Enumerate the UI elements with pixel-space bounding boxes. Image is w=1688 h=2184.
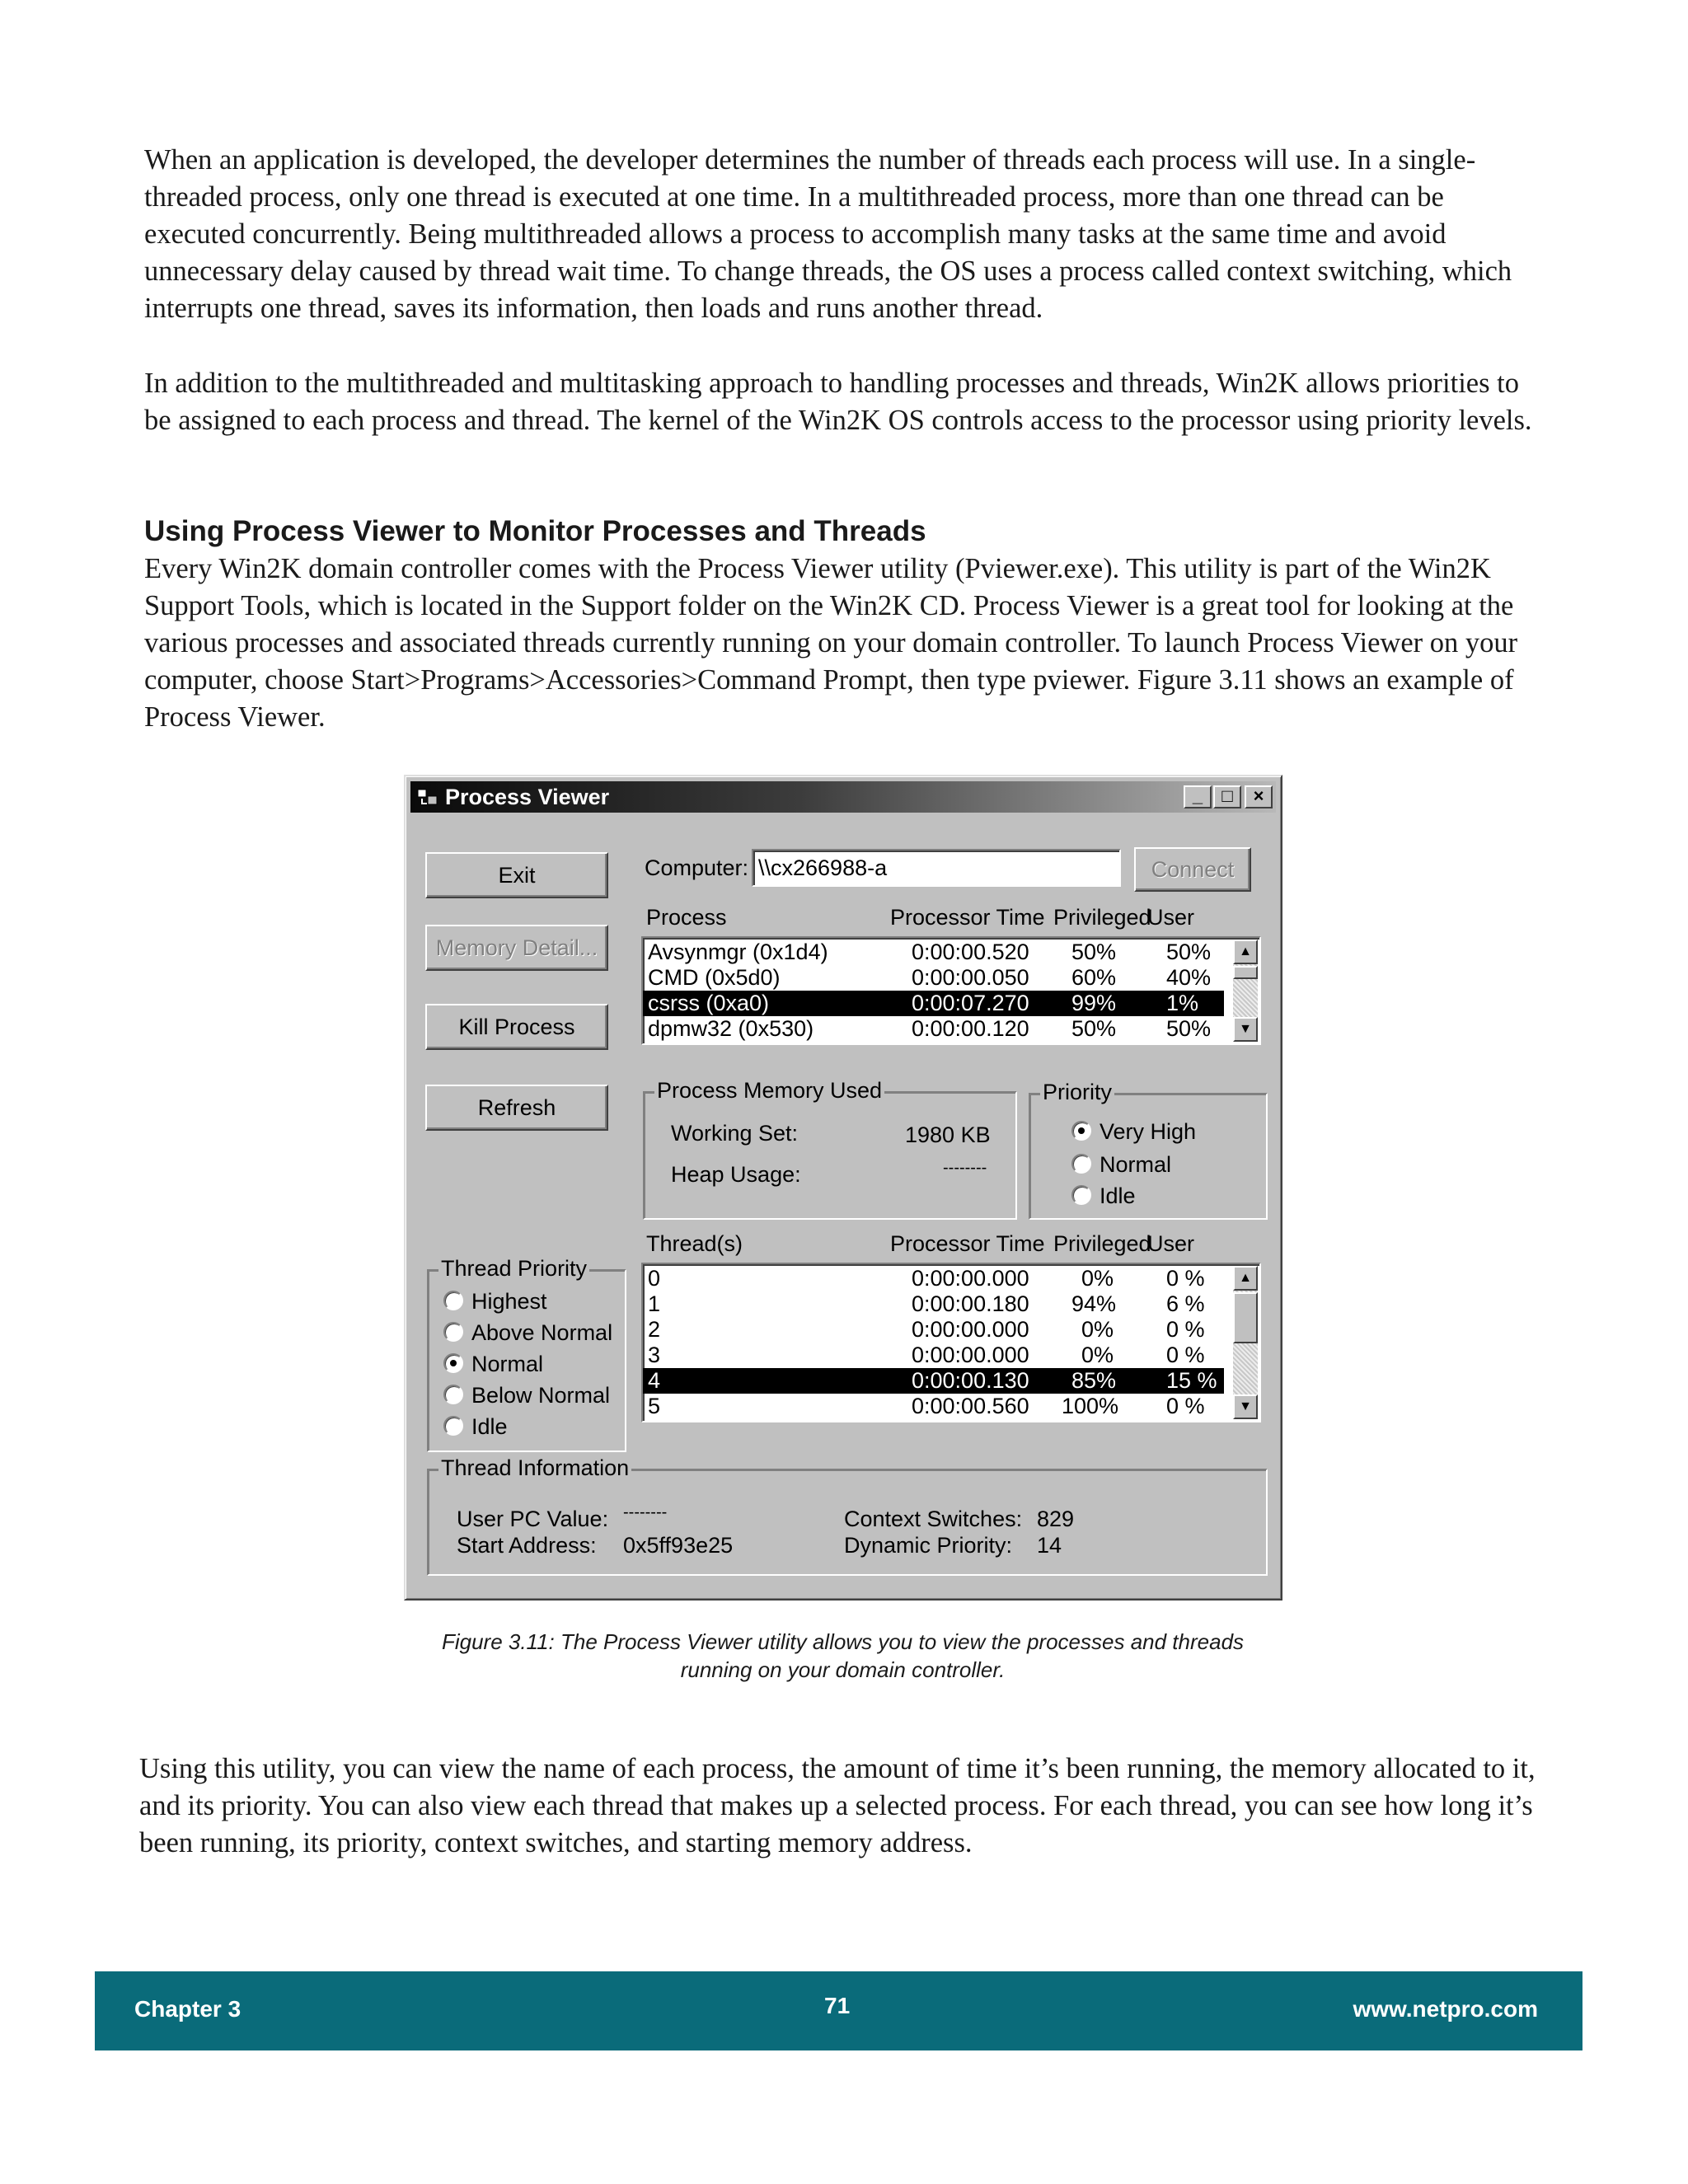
priority-very-high-radio[interactable]: [1071, 1119, 1196, 1145]
thread-time: 0:00:00.000: [912, 1266, 1029, 1291]
thread-priority-normal-radio[interactable]: [443, 1352, 543, 1377]
thread-row[interactable]: [643, 1266, 1224, 1291]
processor-time-column-header[interactable]: Processor Time: [890, 905, 1045, 930]
process-list[interactable]: [641, 936, 1261, 1045]
radio-selected-icon: [1071, 1121, 1091, 1141]
scroll-down-icon[interactable]: ▼: [1233, 1017, 1258, 1042]
scroll-down-icon[interactable]: ▼: [1233, 1394, 1258, 1419]
thread-list[interactable]: [641, 1263, 1261, 1422]
computer-label: Computer:: [645, 855, 749, 880]
thread-user: 0 %: [1166, 1343, 1205, 1367]
caption-line-2: running on your domain controller.: [680, 1657, 1006, 1682]
exit-button[interactable]: Exit: [425, 852, 608, 898]
radio-selected-icon: [443, 1353, 463, 1373]
scroll-up-icon[interactable]: ▲: [1233, 940, 1258, 964]
heap-usage-value: --------: [943, 1159, 987, 1177]
thread-id: 0: [648, 1266, 661, 1291]
radio-label: Below Normal: [471, 1383, 611, 1408]
thread-user: 15 %: [1166, 1368, 1217, 1393]
thread-privileged: 0%: [1081, 1343, 1114, 1367]
thread-row[interactable]: [643, 1317, 1224, 1343]
radio-label: Idle: [1100, 1183, 1136, 1208]
process-memory-group: [643, 1078, 1017, 1220]
computer-input-value: \\cx266988-a: [758, 855, 888, 880]
thread-privileged: 85%: [1071, 1368, 1117, 1393]
thread-privileged: 100%: [1062, 1394, 1119, 1418]
footer-page-number: 71: [824, 1993, 851, 2018]
privileged-column-header[interactable]: Privileged: [1053, 905, 1151, 930]
title-bar[interactable]: [410, 781, 1276, 813]
process-time: 0:00:07.270: [912, 991, 1029, 1015]
process-row-selected[interactable]: [643, 991, 1224, 1016]
radio-label: Highest: [471, 1289, 547, 1314]
thread-priority-title: Thread Priority: [438, 1256, 589, 1282]
thread-time: 0:00:00.000: [912, 1343, 1029, 1367]
thread-row-selected[interactable]: [643, 1368, 1224, 1394]
computer-input[interactable]: [752, 849, 1121, 887]
process-privileged: 99%: [1071, 991, 1117, 1015]
priority-normal-radio[interactable]: [1071, 1152, 1171, 1178]
body-paragraph-3: Every Win2K domain controller comes with the Process Viewer utility (Pviewer.exe). This utility is part of the Win2K Support Tools, which is located in the Support folder on the Win2K CD. Process Viewer is a great tool for looking at the various processes and associated threads currently running on your domain controller. To launch Process Viewer on your computer, choose Start>Programs>Accessories>Command Prompt, then type pviewer. Figure 3.11 shows an example of Process Viewer.: [144, 553, 1518, 733]
context-switches-label: Context Switches:: [844, 1507, 1023, 1531]
thread-time: 0:00:00.130: [912, 1368, 1029, 1393]
section-heading: Using Process Viewer to Monitor Processes and Threads: [144, 515, 926, 547]
thread-privileged: 0%: [1081, 1266, 1114, 1291]
thread-user: 0 %: [1166, 1266, 1205, 1291]
thread-id: 3: [648, 1343, 661, 1367]
refresh-button[interactable]: Refresh: [425, 1085, 608, 1131]
radio-label: Idle: [471, 1414, 508, 1439]
dynamic-priority-value: 14: [1037, 1533, 1062, 1558]
thread-row[interactable]: [643, 1291, 1224, 1317]
start-address-label: Start Address:: [457, 1533, 597, 1558]
thread-priority-idle-radio[interactable]: [443, 1414, 508, 1440]
thread-row[interactable]: [643, 1394, 1224, 1419]
context-switches-value: 829: [1037, 1507, 1075, 1531]
thread-priority-above-normal-radio[interactable]: [443, 1320, 612, 1346]
connect-button[interactable]: Connect: [1134, 847, 1251, 892]
thread-id: 2: [648, 1317, 661, 1342]
footer-chapter: Chapter 3: [134, 1996, 241, 2022]
minimize-button[interactable]: _: [1184, 785, 1212, 808]
process-time: 0:00:00.120: [912, 1016, 1029, 1041]
thread-privileged: 0%: [1081, 1317, 1114, 1342]
thread-user: 6 %: [1166, 1291, 1205, 1316]
radio-label: Normal: [1100, 1152, 1172, 1177]
dynamic-priority-label: Dynamic Priority:: [844, 1533, 1013, 1558]
radio-icon: [443, 1416, 463, 1436]
thread-id: 4: [648, 1368, 661, 1393]
thread-priority-group: [427, 1256, 626, 1452]
process-user: 50%: [1166, 940, 1212, 964]
thread-priority-below-normal-radio[interactable]: [443, 1383, 610, 1408]
process-name: Avsynmgr (0x1d4): [648, 940, 828, 964]
radio-icon: [1071, 1154, 1091, 1174]
body-paragraph-4: Using this utility, you can view the name of each process, the amount of time it’s been running, the memory allocated to it, and its priority. You can also view each thread that makes up a selected process. For each thread, you can see how long it’s been running, its priority, context switches, and starting memory address.: [139, 1753, 1536, 1858]
process-name: dpmw32 (0x530): [648, 1016, 814, 1041]
radio-label: Very High: [1100, 1119, 1197, 1144]
process-user: 40%: [1166, 965, 1212, 990]
process-viewer-window: [404, 775, 1282, 1601]
radio-icon: [443, 1322, 463, 1342]
process-name: csrss (0xa0): [648, 991, 770, 1015]
radio-icon: [1071, 1185, 1091, 1205]
thread-id: 1: [648, 1291, 661, 1316]
thread-user-header[interactable]: User: [1147, 1231, 1195, 1256]
kill-process-button[interactable]: Kill Process: [425, 1004, 608, 1050]
working-set-value: 1980 KB: [905, 1122, 991, 1147]
body-paragraph-1: When an application is developed, the developer determines the number of threads each process will use. In a single-threaded process, only one thread is executed at one time. In a multithreaded process, more than one thread can be executed concurrently. Being multithreaded allows a process to accomplish many tasks at the same time and avoid unnecessary delay caused by thread wait time. To change threads, the OS uses a process called context switching, which interrupts one thread, saves its information, then loads and runs another thread.: [144, 144, 1512, 324]
process-name: CMD (0x5d0): [648, 965, 781, 990]
thread-processor-time-header[interactable]: Processor Time: [890, 1231, 1045, 1256]
scroll-thumb[interactable]: [1233, 1292, 1258, 1343]
memory-detail-button[interactable]: Memory Detail...: [425, 925, 608, 971]
body-paragraph-2: In addition to the multithreaded and multitasking approach to handling processes and threads, Win2K allows priorities to be assigned to each process and thread. The kernel of the Win2K OS controls access to the processor using priority levels.: [144, 368, 1532, 436]
heap-usage-label: Heap Usage:: [671, 1162, 801, 1187]
process-row[interactable]: [643, 965, 1224, 991]
window-title: Process Viewer: [445, 785, 610, 809]
thread-priority-highest-radio[interactable]: [443, 1289, 547, 1315]
priority-group: [1029, 1080, 1268, 1220]
process-column-header[interactable]: Process: [646, 905, 727, 930]
thread-row[interactable]: [643, 1343, 1224, 1368]
process-row[interactable]: [643, 940, 1224, 965]
thread-user: 0 %: [1166, 1317, 1205, 1342]
thread-id: 5: [648, 1394, 661, 1418]
radio-icon: [443, 1291, 463, 1310]
caption-line-1: Figure 3.11: The Process Viewer utility allows you to view the processes and threads: [441, 1629, 1245, 1654]
thread-privileged: 94%: [1071, 1291, 1117, 1316]
thread-list-scrollbar[interactable]: [1233, 1266, 1258, 1419]
radio-icon: [443, 1385, 463, 1404]
process-time: 0:00:00.050: [912, 965, 1029, 990]
thread-user: 0 %: [1166, 1394, 1205, 1418]
process-user: 50%: [1166, 1016, 1212, 1041]
thread-time: 0:00:00.180: [912, 1291, 1029, 1316]
process-privileged: 50%: [1071, 940, 1117, 964]
process-privileged: 60%: [1071, 965, 1117, 990]
user-column-header[interactable]: User: [1147, 905, 1195, 930]
thread-privileged-header[interactable]: Privileged: [1053, 1231, 1151, 1256]
user-pc-value: --------: [623, 1503, 668, 1521]
threads-column-header[interactable]: Thread(s): [646, 1231, 743, 1256]
page-footer: [95, 1971, 1582, 2050]
priority-idle-radio[interactable]: [1071, 1183, 1136, 1209]
process-time: 0:00:00.520: [912, 940, 1029, 964]
radio-label: Normal: [471, 1352, 544, 1376]
process-list-scrollbar[interactable]: [1233, 940, 1258, 1042]
process-viewer-icon: [417, 787, 438, 807]
scroll-thumb[interactable]: [1233, 966, 1258, 979]
scroll-up-icon[interactable]: ▲: [1233, 1266, 1258, 1291]
process-user: 1%: [1166, 991, 1199, 1015]
maximize-button[interactable]: □: [1213, 785, 1241, 808]
radio-label: Above Normal: [471, 1320, 613, 1345]
thread-information-title: Thread Information: [438, 1455, 631, 1481]
process-row[interactable]: [643, 1016, 1224, 1042]
priority-title: Priority: [1040, 1080, 1114, 1105]
footer-url[interactable]: www.netpro.com: [1353, 1996, 1538, 2022]
process-memory-title: Process Memory Used: [654, 1078, 884, 1104]
working-set-label: Working Set:: [671, 1121, 799, 1146]
user-pc-value-label: User PC Value:: [457, 1507, 609, 1531]
figure-caption: [330, 1628, 1356, 1684]
thread-time: 0:00:00.000: [912, 1317, 1029, 1342]
thread-information-group: [427, 1455, 1268, 1576]
close-button[interactable]: ×: [1245, 785, 1273, 808]
start-address-value: 0x5ff93e25: [623, 1533, 734, 1558]
thread-time: 0:00:00.560: [912, 1394, 1029, 1418]
process-privileged: 50%: [1071, 1016, 1117, 1041]
